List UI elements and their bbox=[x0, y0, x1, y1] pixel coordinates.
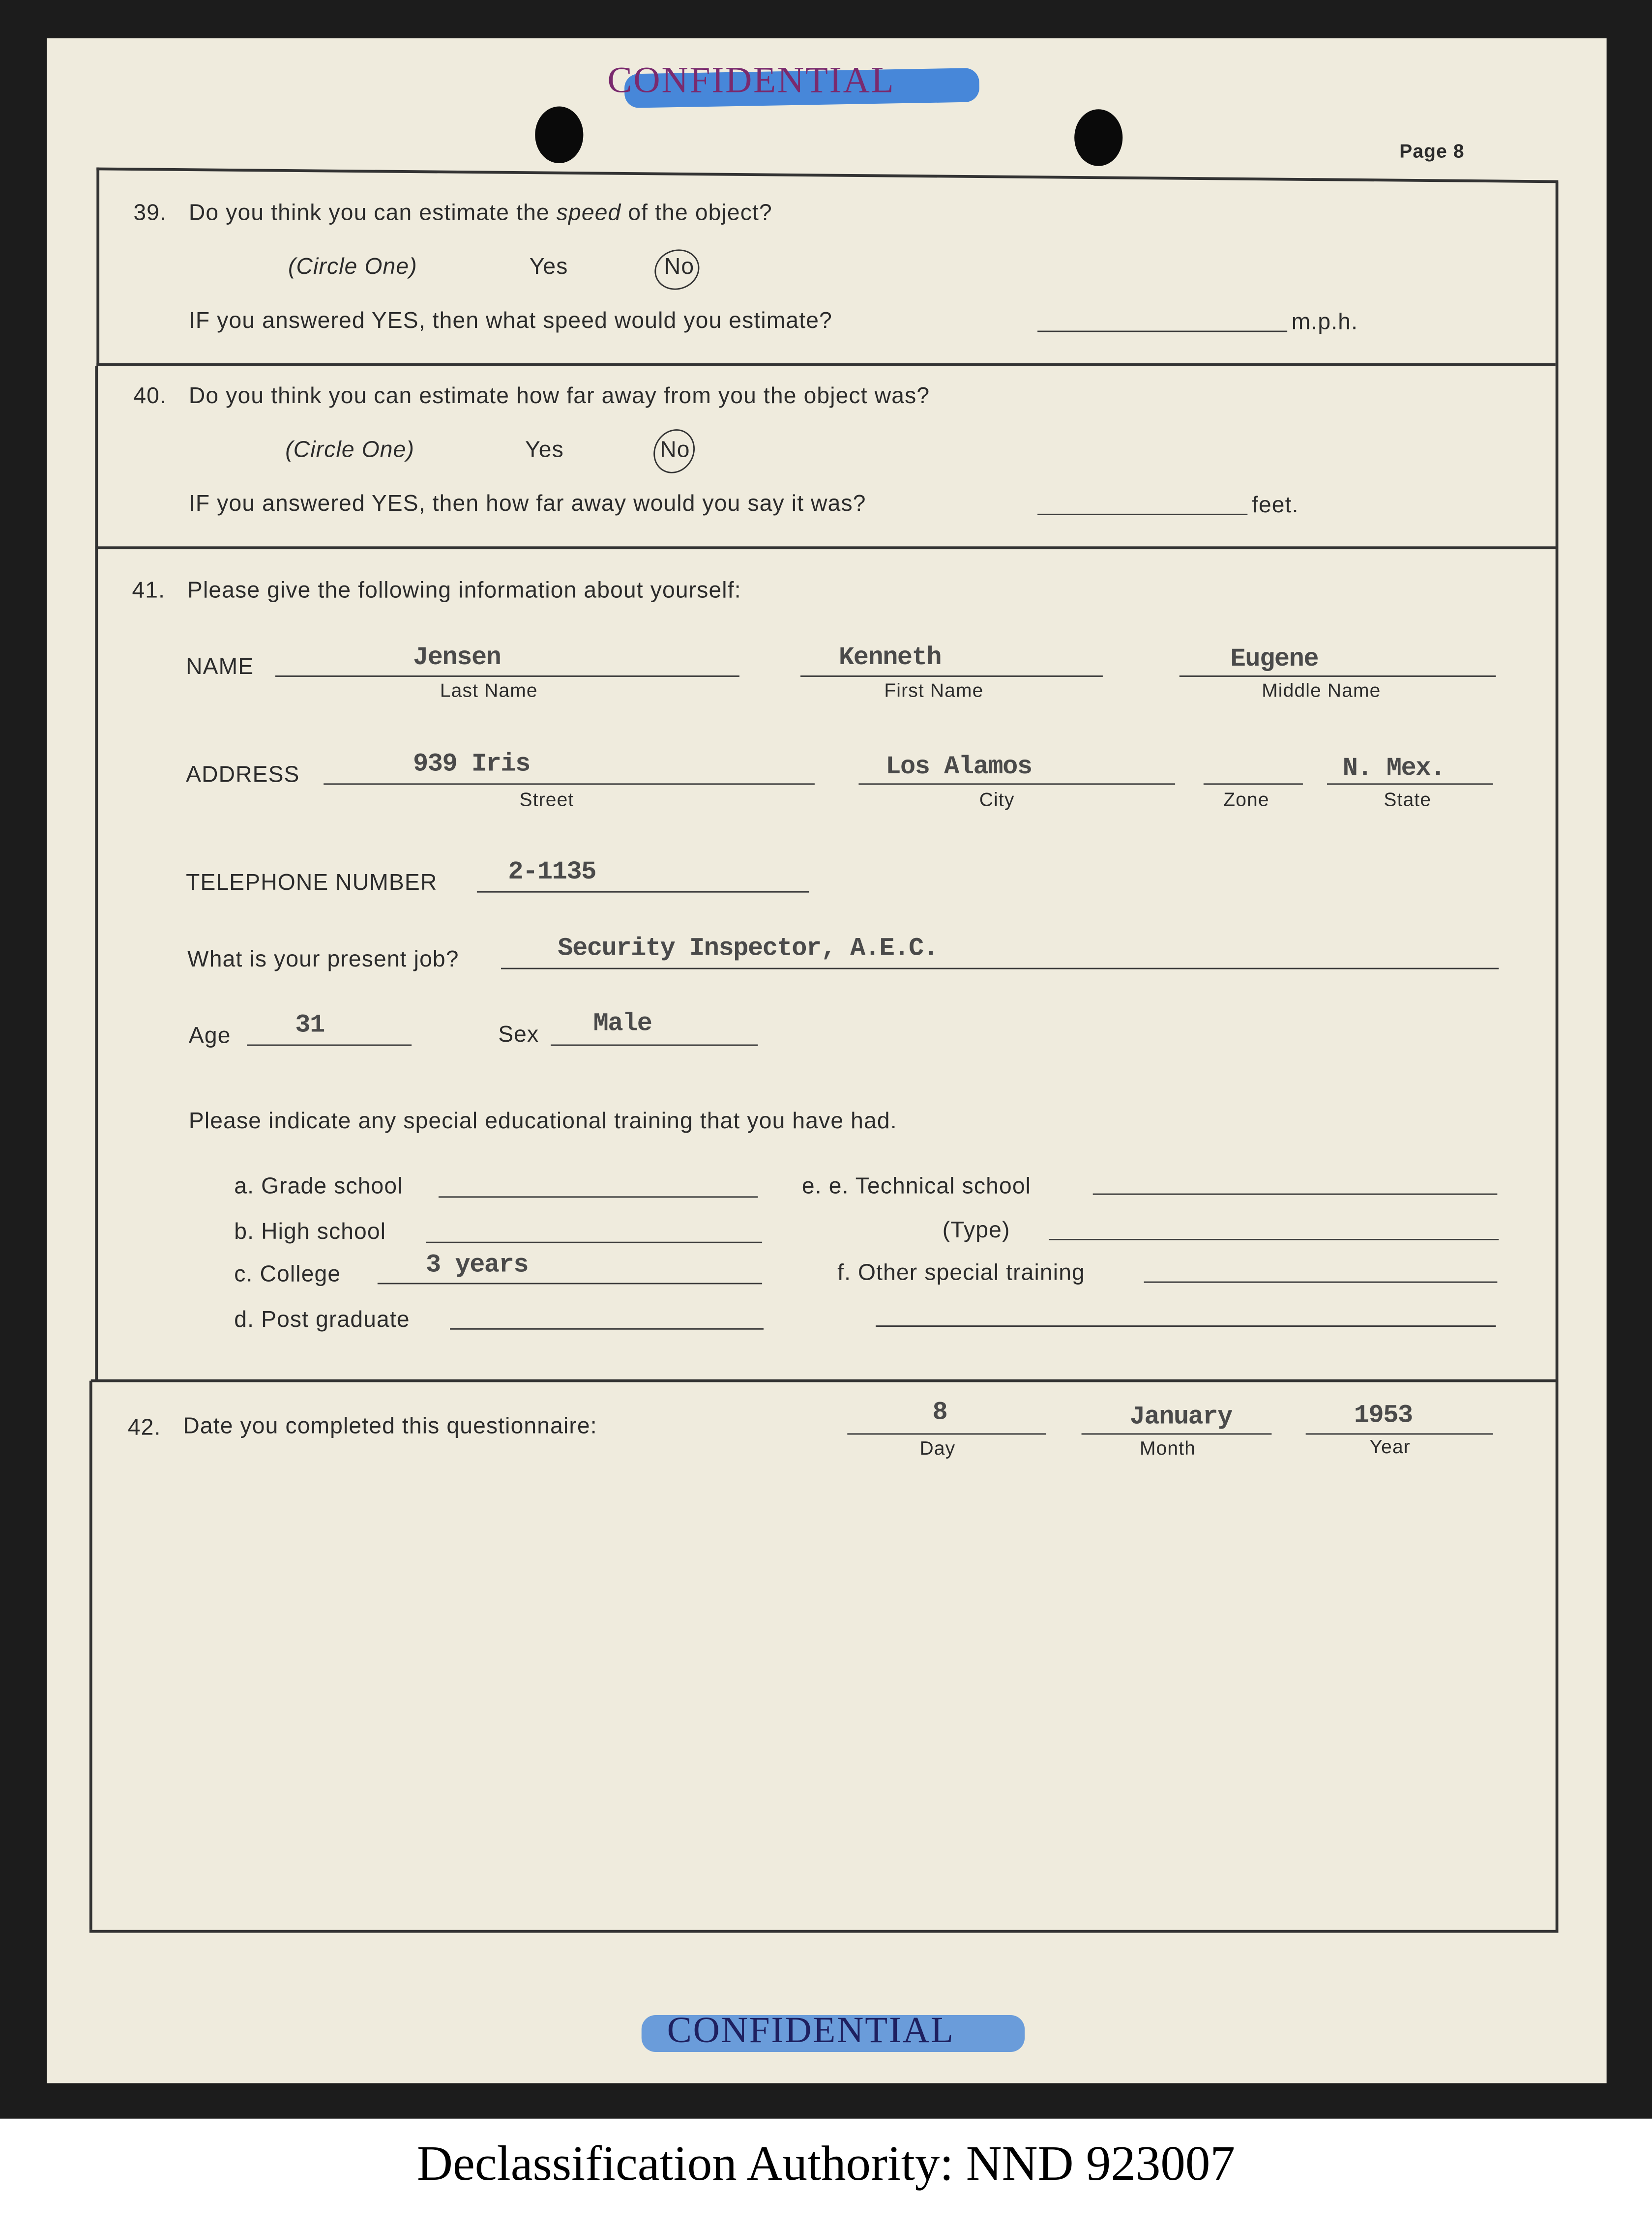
last-name-label: Last Name bbox=[440, 679, 538, 701]
divider-40-41 bbox=[95, 546, 1557, 548]
day-label: Day bbox=[919, 1437, 956, 1459]
last-name-field[interactable] bbox=[275, 675, 739, 677]
age-label: Age bbox=[188, 1025, 231, 1049]
type-label: (Type) bbox=[942, 1219, 1010, 1243]
q39-emphasis: speed bbox=[556, 201, 621, 226]
street-label: Street bbox=[519, 789, 574, 811]
middle-name-value[interactable]: Eugene bbox=[1230, 645, 1319, 674]
box-right-border bbox=[1556, 181, 1558, 1932]
other-training-field[interactable] bbox=[1144, 1282, 1498, 1283]
zone-label: Zone bbox=[1223, 789, 1269, 811]
post-graduate-field[interactable] bbox=[450, 1328, 764, 1330]
q39-question bbox=[189, 202, 772, 227]
q39-circle-one: (Circle One) bbox=[288, 255, 417, 280]
telephone-label: TELEPHONE NUMBER bbox=[186, 871, 438, 896]
q39-number: 39. bbox=[133, 201, 167, 226]
q39-unit: m.p.h. bbox=[1291, 311, 1358, 335]
last-name-value[interactable]: Jensen bbox=[413, 644, 501, 673]
job-label: What is your present job? bbox=[187, 948, 459, 972]
q40-question: Do you think you can estimate how far away from you the object was? bbox=[188, 384, 930, 409]
q39-speed-field[interactable] bbox=[1037, 331, 1287, 332]
post-graduate-label: d. Post graduate bbox=[234, 1308, 410, 1333]
form-page bbox=[47, 38, 1606, 2083]
age-field[interactable] bbox=[247, 1045, 412, 1046]
grade-school-field[interactable] bbox=[439, 1196, 758, 1198]
sex-value[interactable]: Male bbox=[593, 1010, 652, 1039]
q39-no-option[interactable]: No bbox=[664, 255, 695, 280]
page-number: Page 8 bbox=[1399, 140, 1465, 162]
q40-distance-field[interactable] bbox=[1037, 514, 1247, 515]
state-field[interactable] bbox=[1327, 783, 1493, 785]
state-value[interactable]: N. Mex. bbox=[1342, 755, 1445, 784]
technical-school-label: e. e. Technical school bbox=[801, 1175, 1032, 1200]
divider-39-40 bbox=[96, 363, 1555, 365]
zone-field[interactable] bbox=[1204, 783, 1303, 785]
first-name-label: First Name bbox=[884, 679, 984, 701]
q40-number: 40. bbox=[133, 384, 167, 409]
q42-prompt: Date you completed this questionnaire: bbox=[183, 1414, 597, 1439]
q40-yes-option[interactable]: Yes bbox=[525, 438, 564, 463]
grade-school-label: a. Grade school bbox=[234, 1175, 403, 1200]
job-value[interactable]: Security Inspector, A.E.C. bbox=[558, 935, 938, 964]
name-label: NAME bbox=[186, 655, 254, 680]
box-bottom-border bbox=[89, 1930, 1559, 1932]
telephone-value[interactable]: 2-1135 bbox=[508, 858, 596, 887]
box-left-border bbox=[95, 366, 97, 1381]
day-field[interactable] bbox=[847, 1433, 1046, 1435]
telephone-field[interactable] bbox=[477, 891, 809, 893]
month-value[interactable]: January bbox=[1129, 1403, 1232, 1432]
education-prompt: Please indicate any special educational training that you have had. bbox=[188, 1110, 897, 1134]
technical-school-field[interactable] bbox=[1093, 1194, 1498, 1195]
sex-field[interactable] bbox=[551, 1045, 758, 1046]
confidential-stamp-bottom: CONFIDENTIAL bbox=[667, 2009, 955, 2051]
first-name-value[interactable]: Kenneth bbox=[838, 644, 942, 673]
sex-label: Sex bbox=[498, 1023, 539, 1048]
first-name-field[interactable] bbox=[800, 675, 1103, 677]
divider-41-42 bbox=[91, 1379, 1559, 1381]
year-field[interactable] bbox=[1306, 1433, 1493, 1435]
state-label: State bbox=[1384, 789, 1432, 811]
city-label: City bbox=[979, 789, 1015, 811]
city-field[interactable] bbox=[858, 783, 1175, 785]
high-school-field[interactable] bbox=[426, 1242, 762, 1243]
declassification-footer: Declassification Authority: NND 923007 bbox=[416, 2136, 1235, 2191]
q41-number: 41. bbox=[132, 579, 166, 603]
technical-type-field[interactable] bbox=[1049, 1239, 1499, 1240]
box-left-border bbox=[96, 168, 98, 366]
q39-yes-option[interactable]: Yes bbox=[529, 255, 568, 280]
high-school-label: b. High school bbox=[234, 1220, 386, 1245]
year-label: Year bbox=[1369, 1436, 1411, 1458]
middle-name-field[interactable] bbox=[1180, 675, 1496, 677]
punch-hole-right bbox=[1074, 109, 1122, 166]
month-field[interactable] bbox=[1082, 1433, 1272, 1435]
q40-unit: feet. bbox=[1251, 494, 1299, 518]
day-value[interactable]: 8 bbox=[932, 1399, 947, 1428]
month-label: Month bbox=[1139, 1437, 1196, 1459]
street-value[interactable]: 939 Iris bbox=[413, 751, 530, 779]
college-value[interactable]: 3 years bbox=[425, 1251, 529, 1280]
q40-circle-one: (Circle One) bbox=[285, 438, 415, 463]
q41-prompt: Please give the following information about yourself: bbox=[187, 579, 741, 603]
street-field[interactable] bbox=[324, 783, 815, 785]
punch-hole-left bbox=[535, 106, 583, 163]
q39-text-end: of the object? bbox=[621, 201, 772, 226]
q40-no-option[interactable]: No bbox=[660, 438, 690, 463]
confidential-stamp-top: CONFIDENTIAL bbox=[607, 59, 895, 101]
college-label: c. College bbox=[234, 1263, 341, 1288]
box-left-border bbox=[89, 1381, 91, 1930]
college-field[interactable] bbox=[378, 1283, 762, 1284]
middle-name-label: Middle Name bbox=[1262, 679, 1381, 701]
year-value[interactable]: 1953 bbox=[1354, 1402, 1413, 1431]
q42-number: 42. bbox=[127, 1416, 161, 1440]
q40-followup: IF you answered YES, then how far away would you say it was? bbox=[188, 492, 866, 517]
q39-text: Do you think you can estimate the bbox=[188, 201, 557, 226]
q39-followup: IF you answered YES, then what speed would you estimate? bbox=[188, 309, 832, 334]
age-value[interactable]: 31 bbox=[295, 1012, 324, 1040]
job-field[interactable] bbox=[501, 968, 1499, 969]
address-label: ADDRESS bbox=[186, 763, 300, 788]
city-value[interactable]: Los Alamos bbox=[885, 753, 1032, 782]
other-training-label: f. Other special training bbox=[837, 1261, 1085, 1286]
other-training-field-2[interactable] bbox=[876, 1325, 1496, 1327]
